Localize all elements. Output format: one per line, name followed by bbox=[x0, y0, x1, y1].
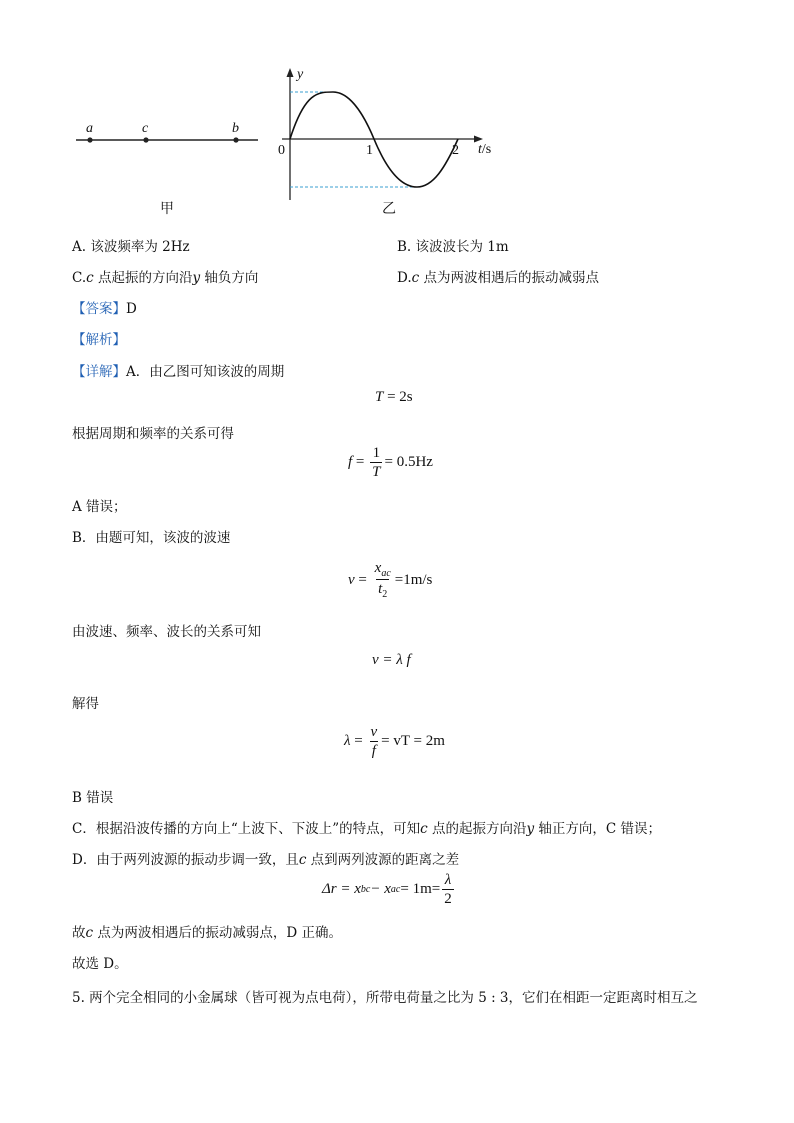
a-wrong: A 错误； bbox=[72, 499, 127, 515]
conclusion: 故c 点为两波相遇后的振动减弱点，D 正确。 bbox=[72, 925, 342, 941]
detail-b: B．由题可知，该波的波速 bbox=[72, 530, 231, 546]
tick-2: 2 bbox=[452, 143, 459, 158]
axis-y-label: y bbox=[297, 67, 304, 82]
choose-answer: 故选 D。 bbox=[72, 956, 128, 972]
b-wrong: B 错误 bbox=[72, 790, 114, 806]
point-a bbox=[87, 137, 92, 142]
label-c: c bbox=[142, 121, 149, 136]
detail-c: C．根据沿波传播的方向上“上波下、下波上”的特点，可知c 点的起振方向沿y 轴正方向，C 错误； bbox=[72, 821, 662, 837]
equation-path-difference: Δr = x bc − x ac = 1m= $\frac{\lambda}{2}$ bbox=[322, 872, 452, 907]
equation-wavelength: λ = $\frac{v}{f}$ = vT = 2m bbox=[344, 724, 445, 759]
line-relation: 由波速、频率、波长的关系可知 bbox=[72, 624, 261, 640]
line-frequency-relation: 根据周期和频率的关系可得 bbox=[72, 426, 234, 442]
equation-v-lambda-f: v = λ f bbox=[372, 652, 411, 668]
solve-label: 解得 bbox=[72, 696, 99, 712]
detail-d: D．由于两列波源的振动步调一致，且c 点到两列波源的距离之差 bbox=[72, 852, 460, 868]
option-d: D.c 点为两波相遇后的振动减弱点 bbox=[397, 270, 599, 286]
equation-frequency: f = $\frac{1}{T}$ = 0.5Hz bbox=[348, 445, 433, 480]
detail-a: 【详解】A．由乙图可知该波的周期 bbox=[72, 364, 285, 380]
point-b bbox=[233, 137, 238, 142]
caption-yi: 乙 bbox=[382, 201, 396, 217]
figure-left-line bbox=[70, 115, 270, 155]
option-b: B. 该波波长为 1m bbox=[397, 239, 509, 255]
figure-right-graph bbox=[270, 60, 500, 210]
origin-label: 0 bbox=[278, 143, 285, 158]
equation-velocity: v = $\frac{x_{ac}}{t_2}$ =1m/s bbox=[348, 560, 433, 600]
analysis-heading: 【解析】 bbox=[72, 332, 126, 348]
caption-jia: 甲 bbox=[160, 201, 174, 217]
tick-1: 1 bbox=[366, 143, 373, 158]
label-b: b bbox=[232, 121, 239, 136]
equation-period: T = 2s bbox=[375, 389, 413, 405]
option-c: C.c 点起振的方向沿y 轴负方向 bbox=[72, 270, 259, 286]
point-c bbox=[143, 137, 148, 142]
answer-line: 【答案】D bbox=[72, 301, 137, 317]
option-a: A. 该波频率为 2Hz bbox=[72, 239, 190, 255]
label-a: a bbox=[86, 121, 93, 136]
question-5: 5. 两个完全相同的小金属球（皆可视为点电荷），所带电荷量之比为 5 : 3，它们在相距一定距离时相互之 bbox=[72, 990, 698, 1006]
axis-t-label: t/s bbox=[478, 142, 492, 157]
